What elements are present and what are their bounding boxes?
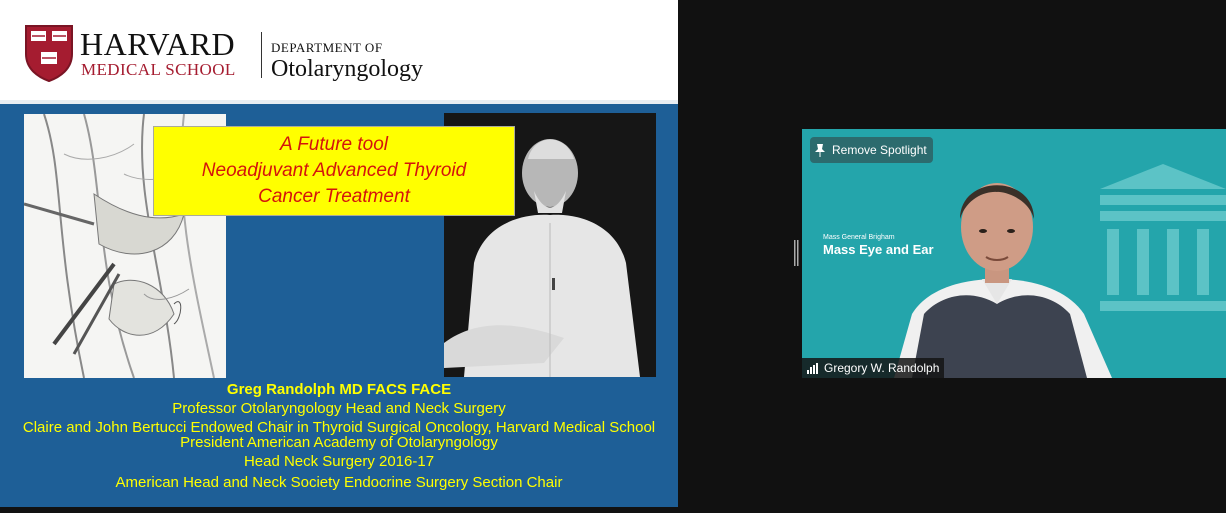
credit-line: Professor Otolaryngology Head and Neck Surgery: [172, 400, 506, 417]
harvard-shield-icon: [24, 24, 74, 82]
drag-handle-icon[interactable]: [794, 240, 799, 266]
credit-line: American Head and Neck Society Endocrine Surgery Section Chair: [115, 474, 563, 491]
pin-icon: [814, 143, 826, 157]
slide-header: [0, 0, 678, 100]
speaker-credits: [0, 380, 678, 492]
participant-name: Gregory W. Randolph: [824, 361, 940, 375]
signal-bars-icon: [807, 363, 818, 374]
department-of-label: DEPARTMENT OF: [271, 40, 383, 55]
callout-line: Cancer Treatment: [258, 186, 410, 207]
brand-small-text: Mass General Brigham: [823, 234, 895, 241]
callout-box: [153, 126, 515, 216]
remove-spotlight-button[interactable]: [810, 137, 933, 163]
callout-line: A Future tool: [279, 134, 389, 155]
credit-line: Head Neck Surgery 2016-17: [243, 453, 435, 470]
speaker-name: Greg Randolph MD FACS FACE: [226, 381, 452, 398]
department-name: Otolaryngology: [271, 56, 423, 82]
header-divider: [261, 32, 262, 78]
participant-name-tag: [802, 358, 944, 378]
remove-spotlight-label: Remove Spotlight: [832, 143, 927, 157]
credit-line: Claire and John Bertucci Endowed Chair in Thyroid Surgical Oncology, Harvard Medical School: [22, 419, 656, 436]
header-band: [0, 100, 678, 104]
medical-school-wordmark: MEDICAL SCHOOL: [81, 60, 236, 79]
callout-line: Neoadjuvant Advanced Thyroid: [201, 160, 467, 181]
credit-line: President American Academy of Otolaryngology: [180, 434, 498, 451]
harvard-wordmark: HARVARD: [80, 26, 236, 62]
brand-large-text: Mass Eye and Ear: [823, 242, 934, 257]
participant-video-tile[interactable]: [802, 129, 1226, 378]
